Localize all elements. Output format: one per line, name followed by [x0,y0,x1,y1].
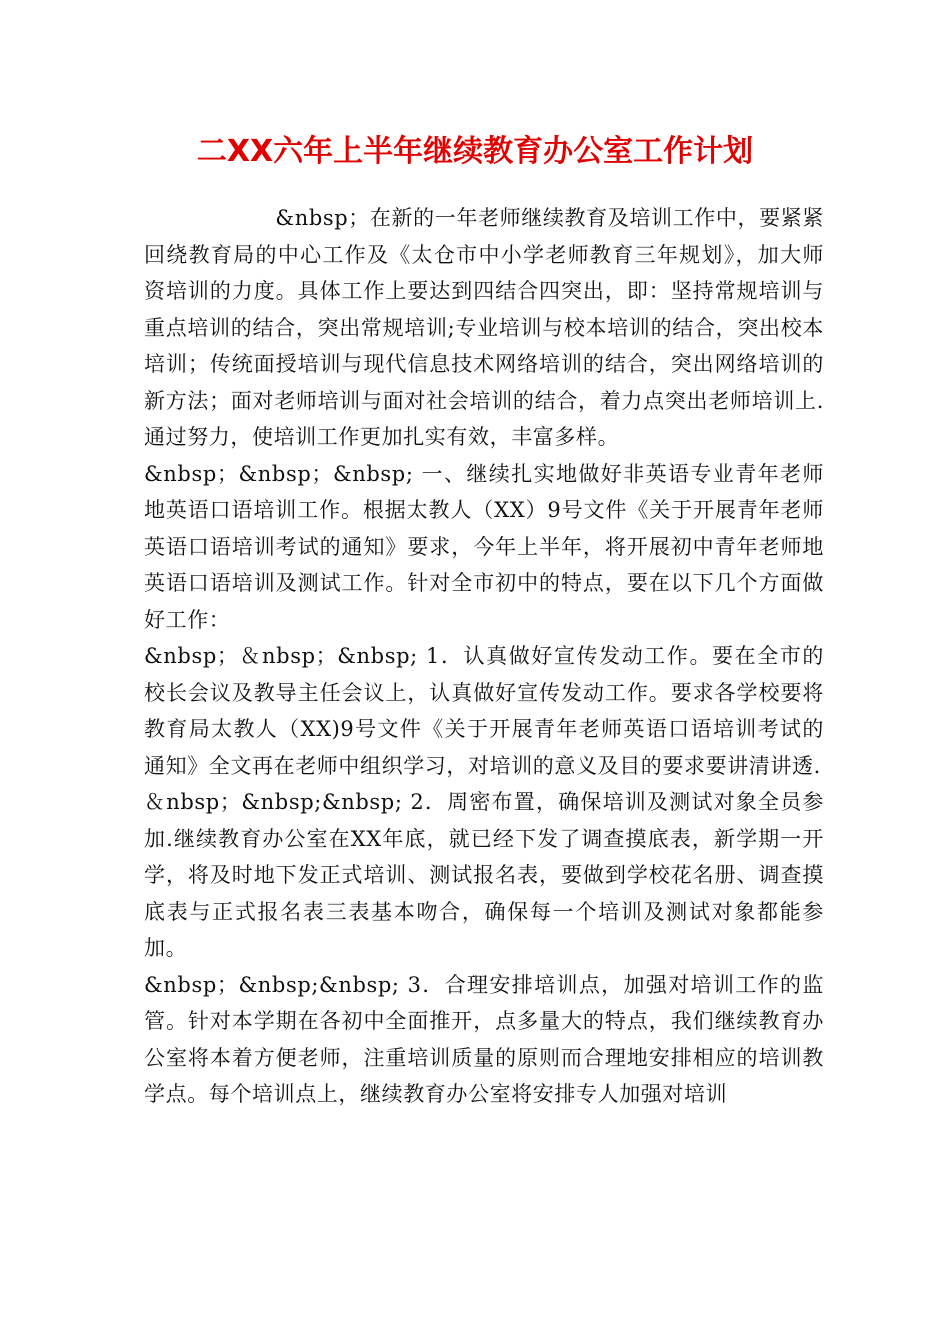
paragraph-item-2 [144,784,824,967]
paragraph-text: &nbsp；&nbsp；&nbsp; 一、继续扎实地做好非英语专业青年老师地英语口语培训工作。根据太教人（XX）9号文件《关于开展青年老师英语口语培训考试的通知》要求，今年上半年，将开展初中青年老师地英语口语培训及测试工作。针对全市初中的特点，要在以下几个方面做好工作： [144,461,824,632]
paragraph-text: &nbsp；&nbsp;&nbsp; 3．合理安排培训点，加强对培训工作的监管。针对本学期在各初中全面推开，点多量大的特点，我们继续教育办公室将本着方便老师，注重培训质量的原则而合理地安排相应的培训教学点。每个培训点上，继续教育办公室将安排专人加强对培训 [144,972,824,1106]
paragraph-section-1 [144,456,824,639]
paragraph-item-1 [144,638,824,784]
paragraph-text: ＆nbsp；&nbsp;&nbsp; 2．周密布置，确保培训及测试对象全员参加.继续教育办公室在XX年底，就已经下发了调查摸底表，新学期一开学，将及时地下发正式培训、测试报名表，要做到学校花名册、调查摸底表与正式报名表三表基本吻合，确保每一个培训及测试对象都能参加。 [144,790,824,960]
paragraph-indent [144,206,275,230]
paragraph-intro [144,200,824,456]
document-title: 二XX六年上半年继续教育办公室工作计划 [196,134,754,169]
paragraph-text: &nbsp；在新的一年老师继续教育及培训工作中，要紧紧回绕教育局的中心工作及《太仓市中小学老师教育三年规划》，加大师资培训的力度。具体工作上要达到四结合四突出，即：坚持常规培训与重点培训的结合，突出常规培训;专业培训与校本培训的结合，突出校本培训；传统面授培训与现代信息技术网络培训的结合，突出网络培训的新方法；面对老师培训与面对社会培训的结合，着力点突出老师培训上.通过努力，使培训工作更加扎实有效，丰富多样。 [144,206,824,449]
paragraph-text: &nbsp；＆nbsp；&nbsp; 1．认真做好宣传发动工作。要在全市的校长会议及教导主任会议上，认真做好宣传发动工作。要求各学校要将教育局太教人（XX)9号文件《关于开展青年老师英语口语培训考试的通知》全文再在老师中组织学习，对培训的意义及目的要求要讲清讲透. [144,644,824,778]
paragraph-item-3 [144,967,824,1113]
document-body [144,200,824,1113]
